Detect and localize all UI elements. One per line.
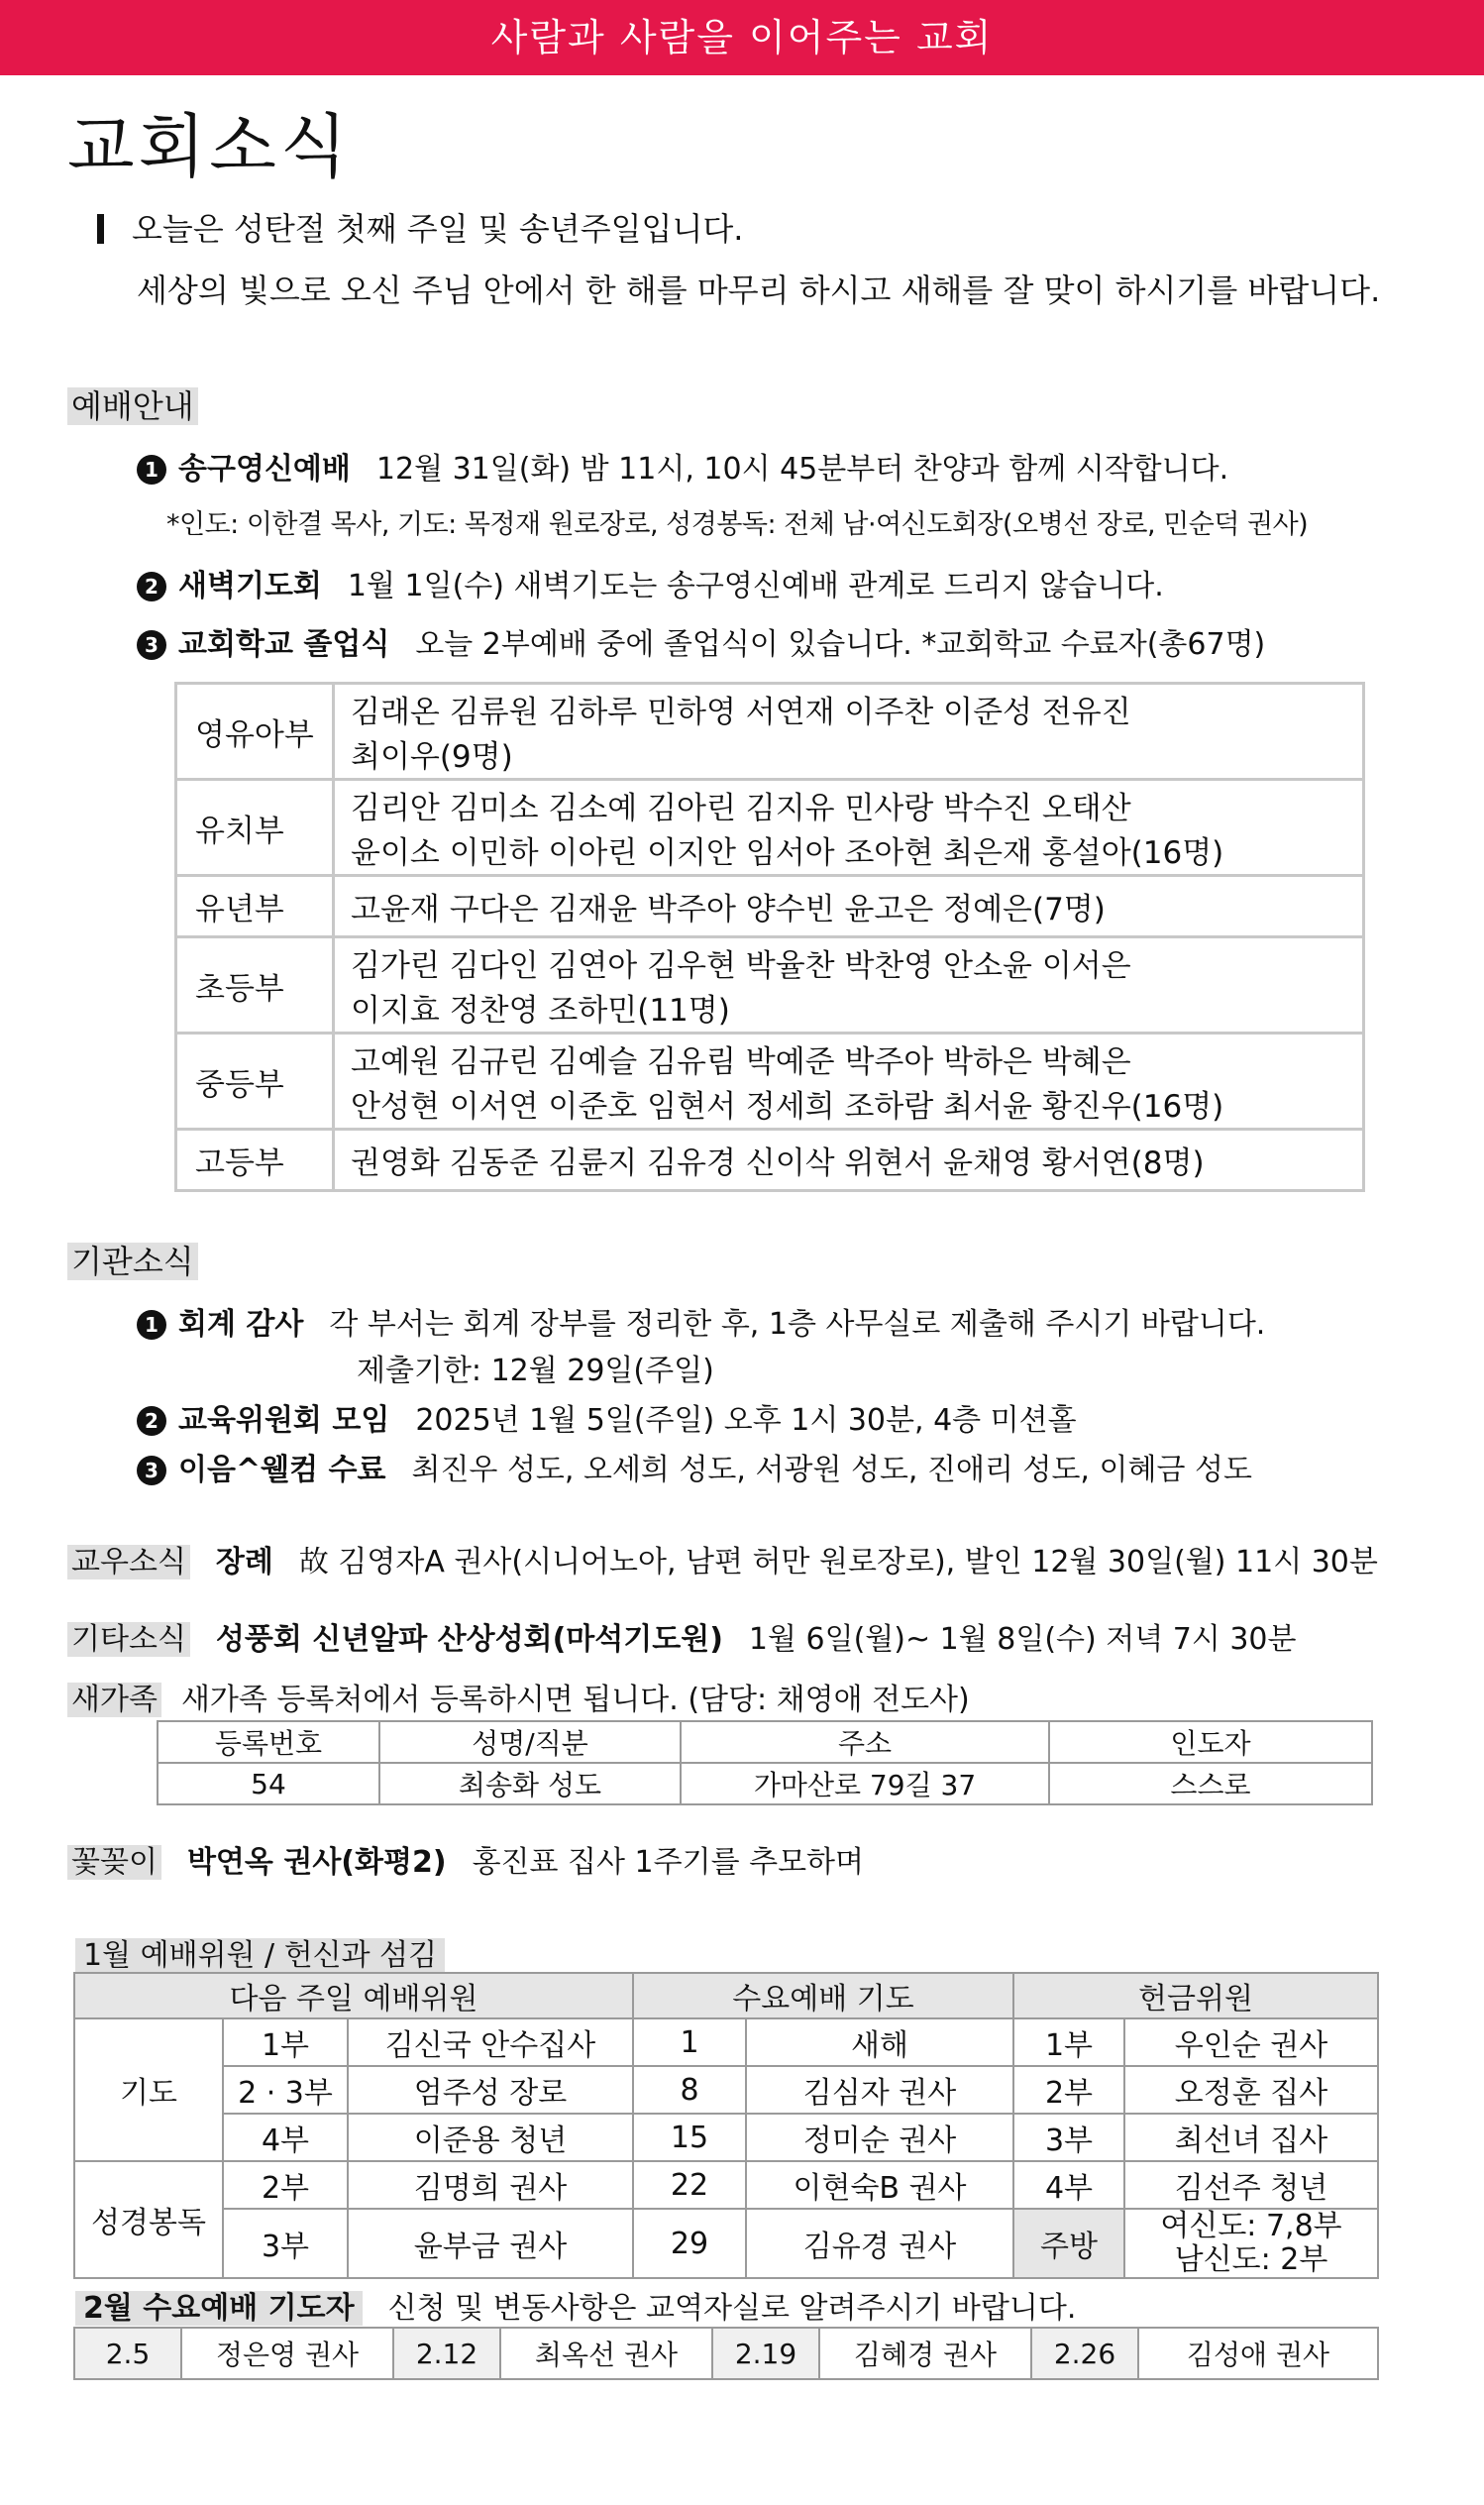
cell: 15 [633, 2114, 746, 2161]
cell: 1부 [223, 2018, 348, 2066]
new-family-table [157, 1720, 1373, 1805]
cell: 4부 [1013, 2161, 1124, 2209]
cell: 1 [633, 2018, 746, 2066]
date-cell: 2.26 [1031, 2328, 1138, 2379]
worship-item-1: 1 송구영신예배 12월 31일(화) 밤 11시, 10시 45분부터 찬양과 함께 시작합니다. [137, 444, 1228, 488]
section-heading-worship: 예배안내 [67, 381, 198, 427]
section-heading-february: 2월 수요예배 기도자 신청 및 변동사항은 교역자실로 알려주시기 바랍니다. [75, 2283, 1076, 2327]
cell: 김유경 권사 [746, 2209, 1013, 2278]
cell: 이준용 청년 [348, 2114, 633, 2161]
table-row [176, 684, 1364, 780]
org-item-1-deadline: 제출기한: 12월 29일(주일) [357, 1354, 714, 1388]
header-cell: 헌금위원 [1013, 1973, 1378, 2018]
dept-cell: 유년부 [176, 876, 334, 937]
org-item-2: 2 교육위원회 모임 2025년 1월 5일(주일) 오후 1시 30분, 4층 미션홀 [137, 1395, 1077, 1439]
cell: 3부 [1013, 2114, 1124, 2161]
header-cell: 성명/직분 [379, 1721, 681, 1763]
date-cell: 2.12 [393, 2328, 500, 2379]
table-row [176, 876, 1364, 937]
group-cell: 성경봉독 [74, 2161, 223, 2278]
cell: 김명희 권사 [348, 2161, 633, 2209]
number-3-icon: 3 [137, 1456, 166, 1485]
cell: 22 [633, 2161, 746, 2209]
cell: 정미순 권사 [746, 2114, 1013, 2161]
cell: 김선주 청년 [1124, 2161, 1378, 2209]
worship-item-3: 3 교회학교 졸업식 오늘 2부예배 중에 졸업식이 있습니다. *교회학교 수료자(총67명) [137, 619, 1265, 663]
kitchen-label-cell: 주방 [1013, 2209, 1124, 2278]
table-row [74, 2209, 1378, 2278]
table-row [74, 2114, 1378, 2161]
cell: 우인순 권사 [1124, 2018, 1378, 2066]
header-cell: 인도자 [1049, 1721, 1372, 1763]
bullet-bar-icon [97, 214, 104, 244]
intro-body: 세상의 빛으로 오신 주님 안에서 한 해를 마무리 하시고 새해를 잘 맞이 하시기를 바랍니다. [137, 272, 1381, 309]
table-row [176, 937, 1364, 1034]
number-1-icon: 1 [137, 1310, 166, 1340]
number-1-icon: 1 [137, 455, 166, 485]
table-row [74, 2161, 1378, 2209]
cell: 3부 [223, 2209, 348, 2278]
names-cell: 김가린 김다인 김연아 김우현 박율찬 박찬영 안소윤 이서은 이지효 정찬영 조하민(11명) [334, 937, 1364, 1034]
date-cell: 2.5 [74, 2328, 181, 2379]
table-row [74, 2018, 1378, 2066]
page-title: 교회소식 [67, 106, 352, 187]
flowers: 꽃꽂이 박연옥 권사(화평2) 홍진표 집사 1주기를 추모하며 [67, 1837, 864, 1881]
org-item-3: 3 이음^웰컴 수료 최진우 성도, 오세희 성도, 서광원 성도, 진애리 성도, 이혜금 성도 [137, 1445, 1252, 1488]
name-cell: 김혜경 권사 [819, 2328, 1031, 2379]
dept-cell: 유치부 [176, 780, 334, 876]
date-cell: 2.19 [712, 2328, 819, 2379]
name-cell: 최옥선 권사 [500, 2328, 712, 2379]
other-news: 기타소식 성풍회 신년알파 산상성회(마석기도원) 1월 6일(월)~ 1월 8일(수) 저녁 7시 30분 [67, 1614, 1297, 1658]
kitchen-cell: 여신도: 7,8부 남신도: 2부 [1124, 2209, 1378, 2278]
cell: 새해 [746, 2018, 1013, 2066]
cell: 54 [158, 1763, 379, 1804]
cell: 김신국 안수집사 [348, 2018, 633, 2066]
january-serve-table [73, 1972, 1379, 2279]
names-cell: 고윤재 구다은 김재윤 박주아 양수빈 윤고은 정예은(7명) [334, 876, 1364, 937]
cell: 2 · 3부 [223, 2066, 348, 2114]
dept-cell: 중등부 [176, 1034, 334, 1130]
name-cell: 정은영 권사 [181, 2328, 393, 2379]
worship-item-2: 2 새벽기도회 1월 1일(수) 새벽기도는 송구영신예배 관계로 드리지 않습니다. [137, 561, 1164, 604]
number-2-icon: 2 [137, 1406, 166, 1436]
cell: 가마산로 79길 37 [681, 1763, 1049, 1804]
cell: 4부 [223, 2114, 348, 2161]
names-cell: 고예원 김규린 김예슬 김유림 박예준 박주아 박하은 박혜은 안성현 이서연 이준호 임현서 정세희 조하람 최서윤 황진우(16명) [334, 1034, 1364, 1130]
worship-item-1-note: *인도: 이한결 목사, 기도: 목정재 원로장로, 성경봉독: 전체 남·여신도회장(오병선 장로, 민순덕 권사) [166, 509, 1309, 540]
names-cell: 김리안 김미소 김소예 김아린 김지유 민사랑 박수진 오태산 윤이소 이민하 이아린 이지안 임서아 조아현 최은재 홍설아(16명) [334, 780, 1364, 876]
new-family: 새가족 새가족 등록처에서 등록하시면 됩니다. (담당: 채영애 전도사) [67, 1675, 970, 1718]
cell: 2부 [223, 2161, 348, 2209]
org-item-1: 1 회계 감사 각 부서는 회계 장부를 정리한 후, 1층 사무실로 제출해 주시기 바랍니다. [137, 1299, 1265, 1343]
table-header-row [158, 1721, 1372, 1763]
dept-cell: 영유아부 [176, 684, 334, 780]
table-header-row [74, 1973, 1378, 2018]
section-heading-january: 1월 예배위원 / 헌신과 섬김 [75, 1930, 445, 1974]
dept-cell: 초등부 [176, 937, 334, 1034]
names-cell: 권영화 김동준 김륜지 김유경 신이삭 위현서 윤채영 황서연(8명) [334, 1130, 1364, 1191]
cell: 1부 [1013, 2018, 1124, 2066]
table-row [158, 1763, 1372, 1804]
cell: 2부 [1013, 2066, 1124, 2114]
group-cell: 기도 [74, 2018, 223, 2161]
graduates-table [174, 682, 1365, 1192]
february-prayer-table [73, 2327, 1379, 2380]
cell: 오정훈 집사 [1124, 2066, 1378, 2114]
table-row [74, 2066, 1378, 2114]
table-row [176, 780, 1364, 876]
top-banner: 사람과 사람을 이어주는 교회 [0, 0, 1484, 75]
cell: 윤부금 권사 [348, 2209, 633, 2278]
names-cell: 김래온 김류원 김하루 민하영 서연재 이주찬 이준성 전유진 최이우(9명) [334, 684, 1364, 780]
cell: 최선녀 집사 [1124, 2114, 1378, 2161]
number-3-icon: 3 [137, 630, 166, 660]
cell: 8 [633, 2066, 746, 2114]
number-2-icon: 2 [137, 572, 166, 601]
name-cell: 김성애 권사 [1138, 2328, 1378, 2379]
header-cell: 등록번호 [158, 1721, 379, 1763]
cell: 엄주성 장로 [348, 2066, 633, 2114]
cell: 이현숙B 권사 [746, 2161, 1013, 2209]
member-news: 교우소식 장례 故 김영자A 권사(시니어노아, 남편 허만 원로장로), 발인 12월 30일(월) 11시 30분 [67, 1537, 1378, 1580]
table-row [176, 1130, 1364, 1191]
cell: 29 [633, 2209, 746, 2278]
dept-cell: 고등부 [176, 1130, 334, 1191]
cell: 스스로 [1049, 1763, 1372, 1804]
table-row [176, 1034, 1364, 1130]
header-cell: 주소 [681, 1721, 1049, 1763]
table-row [74, 2328, 1378, 2379]
header-cell: 수요예배 기도 [633, 1973, 1013, 2018]
header-cell: 다음 주일 예배위원 [74, 1973, 633, 2018]
section-heading-org: 기관소식 [67, 1237, 198, 1282]
cell: 최송화 성도 [379, 1763, 681, 1804]
intro-headline: 오늘은 성탄절 첫째 주일 및 송년주일입니다. [97, 204, 743, 250]
cell: 김심자 권사 [746, 2066, 1013, 2114]
